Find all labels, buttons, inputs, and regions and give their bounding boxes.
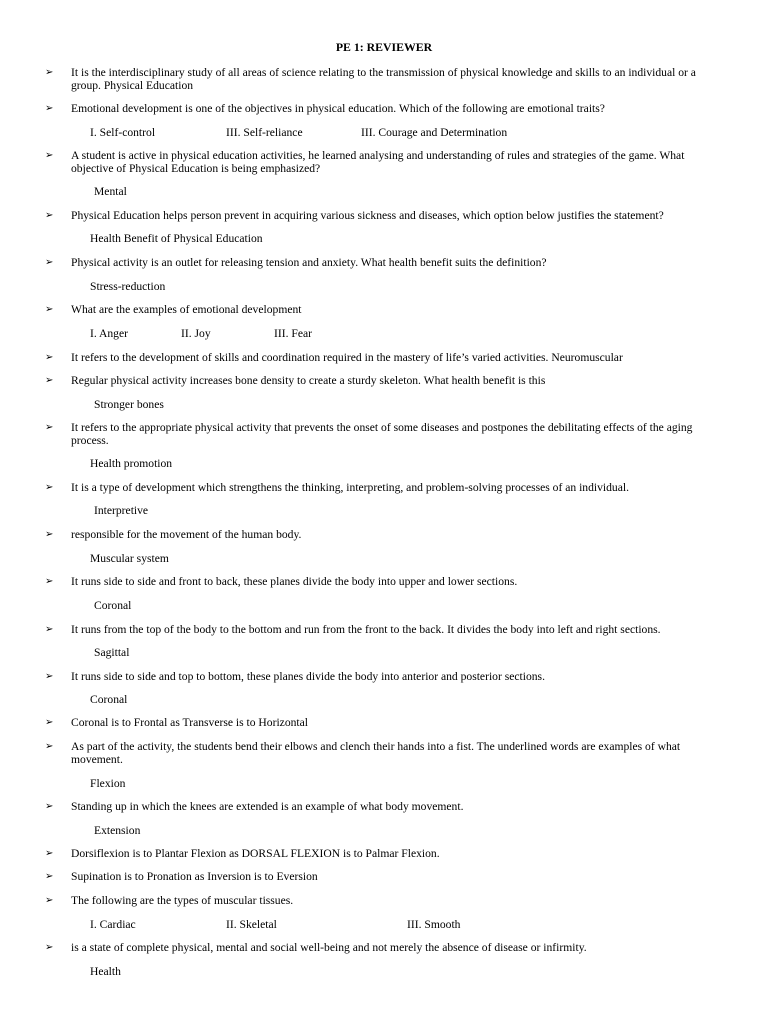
option-text: I. Cardiac bbox=[90, 918, 136, 931]
option-text: III. Fear bbox=[274, 327, 312, 340]
arrow-bullet-icon: ➢ bbox=[45, 67, 54, 78]
question-text: It runs side to side and top to bottom, these planes divide the body into anterior and posterior sections. bbox=[71, 670, 545, 683]
question-text: Supination is to Pronation as Inversion is to Eversion bbox=[71, 870, 318, 883]
question-text: Emotional development is one of the objectives in physical education. Which of the following are emotional traits? bbox=[71, 102, 605, 115]
answer-text: Interpretive bbox=[94, 504, 149, 517]
question-text: Coronal is to Frontal as Transverse is to Horizontal bbox=[71, 716, 309, 729]
option-text: III. Smooth bbox=[407, 918, 461, 931]
answer-text: Health Benefit of Physical Education bbox=[90, 232, 263, 245]
question-text: Physical Education helps person prevent in acquiring various sickness and diseases, which option below justifies the statement? bbox=[71, 209, 664, 222]
answer-text: Extension bbox=[94, 824, 141, 837]
arrow-bullet-icon: ➢ bbox=[45, 895, 54, 906]
option-text: III. Courage and Determination bbox=[361, 126, 508, 139]
arrow-bullet-icon: ➢ bbox=[45, 671, 54, 682]
arrow-bullet-icon: ➢ bbox=[45, 304, 54, 315]
answer-text: Health promotion bbox=[90, 457, 173, 470]
question-text: A student is active in physical education activities, he learned analysing and understanding of rules and strategies of the game. What objective of Physical Education is being emphasized? bbox=[71, 149, 685, 175]
arrow-bullet-icon: ➢ bbox=[45, 375, 54, 386]
answer-text: Coronal bbox=[94, 599, 132, 612]
option-text: II. Joy bbox=[181, 327, 211, 340]
arrow-bullet-icon: ➢ bbox=[45, 210, 54, 221]
arrow-bullet-icon: ➢ bbox=[45, 576, 54, 587]
arrow-bullet-icon: ➢ bbox=[45, 257, 54, 268]
arrow-bullet-icon: ➢ bbox=[45, 529, 54, 540]
question-text: It runs from the top of the body to the bottom and run from the front to the back. It divides the body into left and right sections. bbox=[71, 623, 661, 636]
answer-text: Stronger bones bbox=[94, 398, 164, 411]
page-title: PE 1: REVIEWER bbox=[335, 40, 433, 54]
question-text: Standing up in which the knees are extended is an example of what body movement. bbox=[71, 800, 464, 813]
arrow-bullet-icon: ➢ bbox=[45, 103, 54, 114]
arrow-bullet-icon: ➢ bbox=[45, 801, 54, 812]
arrow-bullet-icon: ➢ bbox=[45, 482, 54, 493]
question-text: Regular physical activity increases bone density to create a sturdy skeleton. What health benefit is this bbox=[71, 374, 546, 387]
option-text: I. Self-control bbox=[90, 126, 156, 139]
arrow-bullet-icon: ➢ bbox=[45, 871, 54, 882]
question-text: Physical activity is an outlet for releasing tension and anxiety. What health benefit suits the definition? bbox=[71, 256, 547, 269]
answer-text: Mental bbox=[94, 185, 127, 198]
answer-text: Flexion bbox=[90, 777, 126, 790]
arrow-bullet-icon: ➢ bbox=[45, 624, 54, 635]
arrow-bullet-icon: ➢ bbox=[45, 717, 54, 728]
question-text: is a state of complete physical, mental and social well-being and not merely the absence of disease or infirmity. bbox=[71, 941, 587, 954]
question-text: The following are the types of muscular tissues. bbox=[71, 894, 294, 907]
answer-text: Health bbox=[90, 965, 121, 978]
arrow-bullet-icon: ➢ bbox=[45, 848, 54, 859]
question-text: Dorsiflexion is to Plantar Flexion as DORSAL FLEXION is to Palmar Flexion. bbox=[71, 847, 440, 860]
question-text: It is a type of development which strengthens the thinking, interpreting, and problem-solving processes of an individual. bbox=[71, 481, 629, 494]
question-text: What are the examples of emotional development bbox=[71, 303, 302, 316]
question-text: It is the interdisciplinary study of all areas of science relating to the transmission of physical knowledge and skills to an individual or a group. Physical Education bbox=[71, 66, 696, 92]
answer-text: Sagittal bbox=[94, 646, 130, 659]
question-text: It refers to the development of skills and coordination required in the mastery of life’s varied activities. Neuromuscular bbox=[71, 351, 623, 364]
question-text: As part of the activity, the students bend their elbows and clench their hands into a fist. The underlined words are examples of what movement. bbox=[71, 740, 681, 766]
option-text: II. Skeletal bbox=[226, 918, 277, 931]
answer-text: Stress-reduction bbox=[90, 280, 166, 293]
option-text: III. Self-reliance bbox=[226, 126, 303, 139]
arrow-bullet-icon: ➢ bbox=[45, 150, 54, 161]
arrow-bullet-icon: ➢ bbox=[45, 942, 54, 953]
answer-text: Coronal bbox=[90, 693, 128, 706]
arrow-bullet-icon: ➢ bbox=[45, 741, 54, 752]
question-text: responsible for the movement of the human body. bbox=[71, 528, 302, 541]
option-text: I. Anger bbox=[90, 327, 128, 340]
answer-text: Muscular system bbox=[90, 552, 169, 565]
question-text: It refers to the appropriate physical activity that prevents the onset of some diseases and postpones the debilitating effects of the aging process. bbox=[71, 421, 693, 447]
arrow-bullet-icon: ➢ bbox=[45, 422, 54, 433]
question-text: It runs side to side and front to back, these planes divide the body into upper and lower sections. bbox=[71, 575, 518, 588]
arrow-bullet-icon: ➢ bbox=[45, 352, 54, 363]
